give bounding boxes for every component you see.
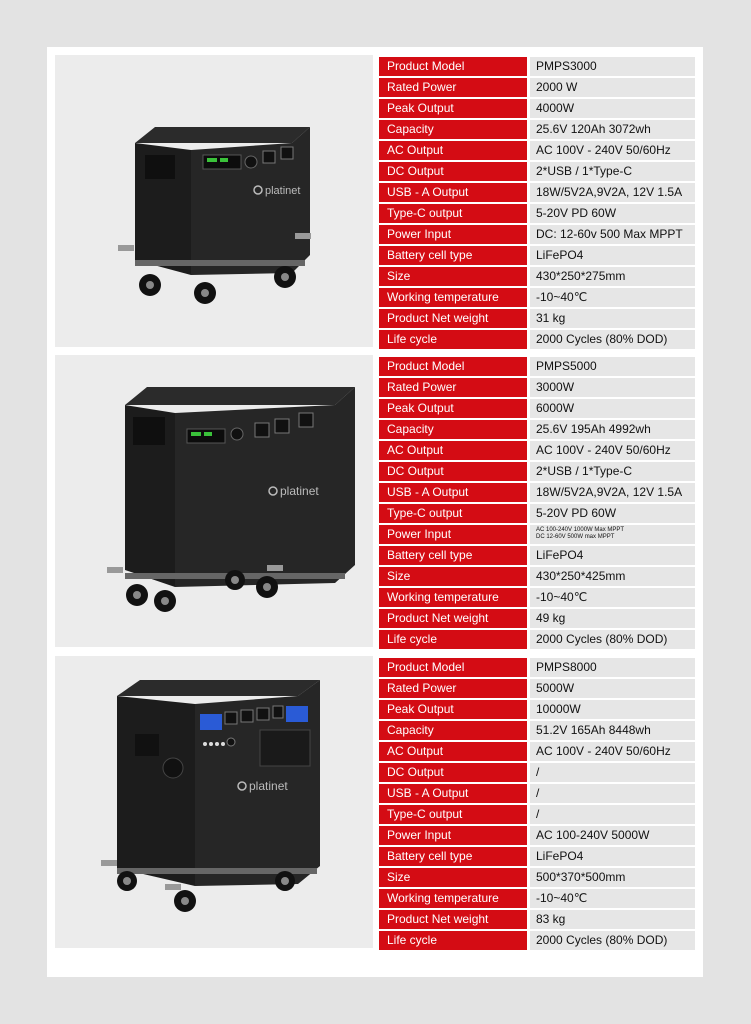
spec-row xyxy=(379,525,695,546)
spec-label: DC Output xyxy=(379,462,527,481)
spec-value: AC 100V - 240V 50/60Hz xyxy=(530,742,695,761)
spec-row xyxy=(379,504,695,525)
spec-table-pmps5000 xyxy=(379,357,695,651)
spec-row xyxy=(379,246,695,267)
spec-label: Life cycle xyxy=(379,931,527,950)
spec-row xyxy=(379,204,695,225)
spec-row xyxy=(379,483,695,504)
spec-row xyxy=(379,868,695,889)
brand-logo: platinet xyxy=(265,185,301,197)
spec-label: Type-C output xyxy=(379,805,527,824)
spec-value: 25.6V 120Ah 3072wh xyxy=(530,120,695,139)
spec-value: 31 kg xyxy=(530,309,695,328)
spec-label: Product Model xyxy=(379,57,527,76)
spec-label: AC Output xyxy=(379,742,527,761)
spec-row xyxy=(379,399,695,420)
spec-value: 430*250*275mm xyxy=(530,267,695,286)
spec-row xyxy=(379,679,695,700)
spec-value: 49 kg xyxy=(530,609,695,628)
spec-label: AC Output xyxy=(379,141,527,160)
spec-label: AC Output xyxy=(379,441,527,460)
spec-value: 2000 W xyxy=(530,78,695,97)
spec-row xyxy=(379,330,695,351)
spec-label: DC Output xyxy=(379,763,527,782)
spec-label: Rated Power xyxy=(379,78,527,97)
spec-value: 3000W xyxy=(530,378,695,397)
spec-label: Product Model xyxy=(379,357,527,376)
spec-value: / xyxy=(530,784,695,803)
spec-row xyxy=(379,658,695,679)
spec-row xyxy=(379,162,695,183)
spec-row xyxy=(379,609,695,630)
spec-label: Product Net weight xyxy=(379,609,527,628)
spec-value: PMPS5000 xyxy=(530,357,695,376)
brand-logo: platinet xyxy=(249,779,288,793)
spec-value: -10~40℃ xyxy=(530,288,695,307)
spec-value: -10~40℃ xyxy=(530,889,695,908)
spec-label: Life cycle xyxy=(379,630,527,649)
product-photo-pmps8000 xyxy=(55,656,373,948)
spec-value: / xyxy=(530,805,695,824)
spec-label: Capacity xyxy=(379,721,527,740)
spec-value: 18W/5V2A,9V2A, 12V 1.5A xyxy=(530,183,695,202)
spec-label: Rated Power xyxy=(379,378,527,397)
spec-row xyxy=(379,931,695,952)
spec-row xyxy=(379,309,695,330)
spec-row xyxy=(379,742,695,763)
spec-label: USB - A Output xyxy=(379,784,527,803)
spec-row xyxy=(379,910,695,931)
spec-row xyxy=(379,378,695,399)
spec-row xyxy=(379,357,695,378)
spec-value: 5000W xyxy=(530,679,695,698)
spec-label: Type-C output xyxy=(379,204,527,223)
spec-value: 2*USB / 1*Type-C xyxy=(530,162,695,181)
spec-label: Working temperature xyxy=(379,288,527,307)
spec-row xyxy=(379,805,695,826)
spec-table-pmps3000 xyxy=(379,57,695,351)
spec-table-pmps8000 xyxy=(379,658,695,952)
spec-label: Battery cell type xyxy=(379,847,527,866)
spec-label: Power Input xyxy=(379,826,527,845)
spec-label: Working temperature xyxy=(379,588,527,607)
spec-value: LiFePO4 xyxy=(530,546,695,565)
spec-row xyxy=(379,546,695,567)
spec-label: Size xyxy=(379,567,527,586)
product-photo-pmps5000 xyxy=(55,355,373,647)
spec-value: / xyxy=(530,763,695,782)
spec-row xyxy=(379,267,695,288)
spec-value: -10~40℃ xyxy=(530,588,695,607)
spec-value: DC: 12-60v 500 Max MPPT xyxy=(530,225,695,244)
product-photo-pmps3000 xyxy=(55,55,373,347)
spec-row xyxy=(379,288,695,309)
spec-label: USB - A Output xyxy=(379,483,527,502)
spec-value: 2*USB / 1*Type-C xyxy=(530,462,695,481)
spec-value: AC 100-240V 5000W xyxy=(530,826,695,845)
spec-label: Power Input xyxy=(379,525,527,544)
spec-value: 5-20V PD 60W xyxy=(530,504,695,523)
spec-row xyxy=(379,784,695,805)
power-input-ac-line: AC 100-240V 1000W Max MPPT xyxy=(536,527,625,533)
spec-label: Peak Output xyxy=(379,99,527,118)
spec-label: Product Net weight xyxy=(379,910,527,929)
spec-value: 2000 Cycles (80% DOD) xyxy=(530,330,695,349)
spec-label: Product Model xyxy=(379,658,527,677)
spec-label: Rated Power xyxy=(379,679,527,698)
spec-label: Capacity xyxy=(379,120,527,139)
spec-label: Size xyxy=(379,868,527,887)
spec-value: 5-20V PD 60W xyxy=(530,204,695,223)
power-input-dc-line: DC 12-60V 500W max MPPT xyxy=(536,534,615,540)
spec-label: Life cycle xyxy=(379,330,527,349)
spec-value: 2000 Cycles (80% DOD) xyxy=(530,630,695,649)
spec-label: Size xyxy=(379,267,527,286)
spec-label: Capacity xyxy=(379,420,527,439)
spec-label: USB - A Output xyxy=(379,183,527,202)
spec-label: Working temperature xyxy=(379,889,527,908)
spec-value: AC 100V - 240V 50/60Hz xyxy=(530,441,695,460)
spec-row xyxy=(379,567,695,588)
spec-row xyxy=(379,420,695,441)
spec-label: Type-C output xyxy=(379,504,527,523)
spec-row xyxy=(379,183,695,204)
spec-label: DC Output xyxy=(379,162,527,181)
spec-row xyxy=(379,826,695,847)
spec-value: PMPS3000 xyxy=(530,57,695,76)
spec-value: 430*250*425mm xyxy=(530,567,695,586)
spec-value: 51.2V 165Ah 8448wh xyxy=(530,721,695,740)
spec-row xyxy=(379,78,695,99)
spec-label: Battery cell type xyxy=(379,246,527,265)
spec-value: AC 100V - 240V 50/60Hz xyxy=(530,141,695,160)
spec-value xyxy=(530,525,695,544)
spec-value: 6000W xyxy=(530,399,695,418)
spec-row xyxy=(379,630,695,651)
spec-row xyxy=(379,57,695,78)
spec-value: 18W/5V2A,9V2A, 12V 1.5A xyxy=(530,483,695,502)
brand-logo: platinet xyxy=(280,484,319,498)
spec-row xyxy=(379,225,695,246)
spec-value: 500*370*500mm xyxy=(530,868,695,887)
spec-row xyxy=(379,120,695,141)
spec-row xyxy=(379,721,695,742)
spec-row xyxy=(379,141,695,162)
spec-label: Battery cell type xyxy=(379,546,527,565)
spec-row xyxy=(379,99,695,120)
spec-row xyxy=(379,441,695,462)
spec-row xyxy=(379,847,695,868)
spec-value: 10000W xyxy=(530,700,695,719)
spec-row xyxy=(379,763,695,784)
spec-label: Power Input xyxy=(379,225,527,244)
spec-value: 4000W xyxy=(530,99,695,118)
spec-value: 83 kg xyxy=(530,910,695,929)
spec-label: Peak Output xyxy=(379,700,527,719)
spec-value: 25.6V 195Ah 4992wh xyxy=(530,420,695,439)
spec-label: Product Net weight xyxy=(379,309,527,328)
spec-row xyxy=(379,588,695,609)
spec-row xyxy=(379,889,695,910)
spec-value: PMPS8000 xyxy=(530,658,695,677)
spec-value: LiFePO4 xyxy=(530,246,695,265)
spec-row xyxy=(379,700,695,721)
spec-row xyxy=(379,462,695,483)
spec-label: Peak Output xyxy=(379,399,527,418)
spec-value: LiFePO4 xyxy=(530,847,695,866)
spec-value: 2000 Cycles (80% DOD) xyxy=(530,931,695,950)
